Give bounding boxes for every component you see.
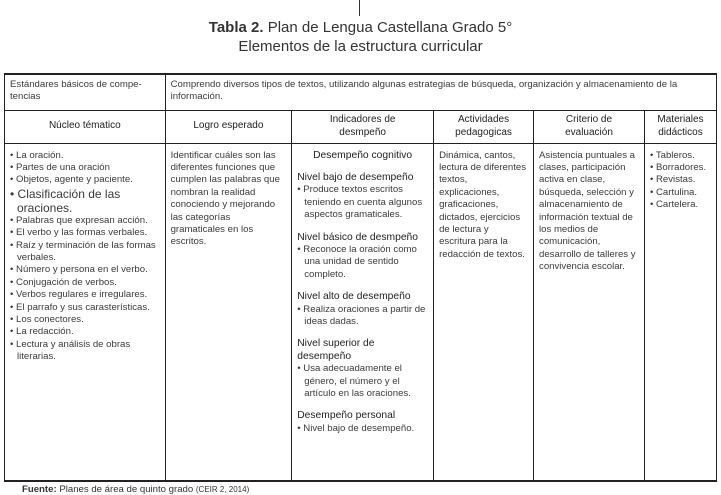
nucleo-item: • La oración. xyxy=(10,150,160,162)
header-indicadores: Indicadores de desmpeño xyxy=(292,110,434,143)
table-title xyxy=(0,18,721,56)
indicadores-levels xyxy=(297,172,428,435)
source-cite: (CEIR 2, 2014) xyxy=(195,485,250,494)
materiales-item: • Borradores. xyxy=(650,162,711,174)
criterio-cell: Asistencia puntuales a clases, participación activa en clase, búsqueda, selección y almacenamiento de información textual de los medios de comunicación, desarrollo de talleres y convivencia escolar. xyxy=(534,143,645,481)
materiales-item: • Revistas. xyxy=(650,174,711,186)
header-actividades: Actividades pedagogicas xyxy=(434,110,534,143)
level-title: Desempeño personal xyxy=(297,410,396,422)
level-list xyxy=(297,184,428,221)
level-item: • Realiza oraciones a partir de ideas dadas. xyxy=(297,304,428,329)
indicadores-heading: Desempeño cognitivo xyxy=(313,149,413,161)
header-criterio: Criterio de evaluación xyxy=(534,110,645,143)
title-label: Tabla 2. xyxy=(208,19,264,36)
level-list xyxy=(297,423,428,435)
header-nucleo: Núcleo tématico xyxy=(5,110,166,143)
nucleo-item: • Raíz y terminación de las formas verbales. xyxy=(10,240,160,265)
nucleo-cell xyxy=(5,143,166,481)
title-text: Plan de Lengua Castellana Grado 5° xyxy=(267,19,513,36)
level-title: Nivel superior de desempeño xyxy=(297,338,375,362)
standards-label: Estándares básicos de compe-tencias xyxy=(5,74,166,110)
nucleo-item: • Clasificación de las oraciones. xyxy=(10,187,160,215)
level-item: • Nivel bajo de desempeño. xyxy=(297,423,428,435)
level-title: Nivel básico de desmpeño xyxy=(297,231,419,243)
level-title: Nivel bajo de desempeño xyxy=(297,171,414,183)
header-logro: Logro esperado xyxy=(165,110,292,143)
source-text: Planes de área de quinto grado xyxy=(59,484,194,495)
nucleo-item: • El verbo y las formas verbales. xyxy=(10,227,160,239)
header-materiales: Materiales didácticos xyxy=(644,110,716,143)
actividades-cell: Dinámica, cantos, lectura de diferentes textos, explicaciones, graficaciones, dictados, ejercicios de lectura y escritura para la redacción de textos. xyxy=(434,143,534,481)
nucleo-item: • El parrafo y sus carasterísticas. xyxy=(10,302,160,314)
nucleo-item: • Verbos regulares e irregulares. xyxy=(10,289,160,301)
nucleo-item: • Partes de una oración xyxy=(10,162,160,174)
nucleo-item: • Conjugación de verbos. xyxy=(10,277,160,289)
materiales-list xyxy=(650,150,711,212)
materiales-item: • Cartulina. xyxy=(650,187,711,199)
title-subtitle: Elementos de la estructura curricular xyxy=(238,38,483,55)
header-row xyxy=(5,110,717,143)
level-list xyxy=(297,363,428,400)
level-item: • Reconoce la oración como una unidad de sentido completo. xyxy=(297,244,428,281)
level-title: Nivel alto de desempeño xyxy=(297,291,411,303)
nucleo-item: • Palabras que expresan acción. xyxy=(10,215,160,227)
nucleo-item: • Número y persona en el verbo. xyxy=(10,264,160,276)
logro-cell: Identificar cuáles son las diferentes funciones que cumplen las palabras que nombran la realidad conociendo y mejorando las categorías gramaticales en los escritos. xyxy=(165,143,292,481)
level-list xyxy=(297,304,428,329)
nucleo-item: • La redacción. xyxy=(10,326,160,338)
curriculum-table xyxy=(4,73,717,482)
level-item: • Produce textos escritos teniendo en cuenta algunos aspectos gramaticales. xyxy=(297,184,428,221)
source-note xyxy=(22,484,249,495)
nucleo-item: • Lectura y análisis de obras literarias. xyxy=(10,339,160,364)
nucleo-item: • Los conectores. xyxy=(10,314,160,326)
divider-line xyxy=(359,0,360,16)
content-row xyxy=(5,143,717,481)
standards-text: Comprendo diversos tipos de textos, utilizando algunas estrategias de búsqueda, organización y almacenamiento de la información. xyxy=(165,74,716,110)
level-list xyxy=(297,244,428,281)
indicadores-cell xyxy=(292,143,434,481)
materiales-cell xyxy=(644,143,716,481)
level-item: • Usa adecuadamente el género, el número y el artículo en las oraciones. xyxy=(297,363,428,400)
materiales-item: • Tableros. xyxy=(650,150,711,162)
nucleo-item: • Objetos, agente y paciente. xyxy=(10,174,160,186)
standards-row xyxy=(5,74,717,110)
nucleo-list xyxy=(10,150,160,364)
materiales-item: • Cartelera. xyxy=(650,199,711,211)
source-label: Fuente: xyxy=(22,484,57,495)
